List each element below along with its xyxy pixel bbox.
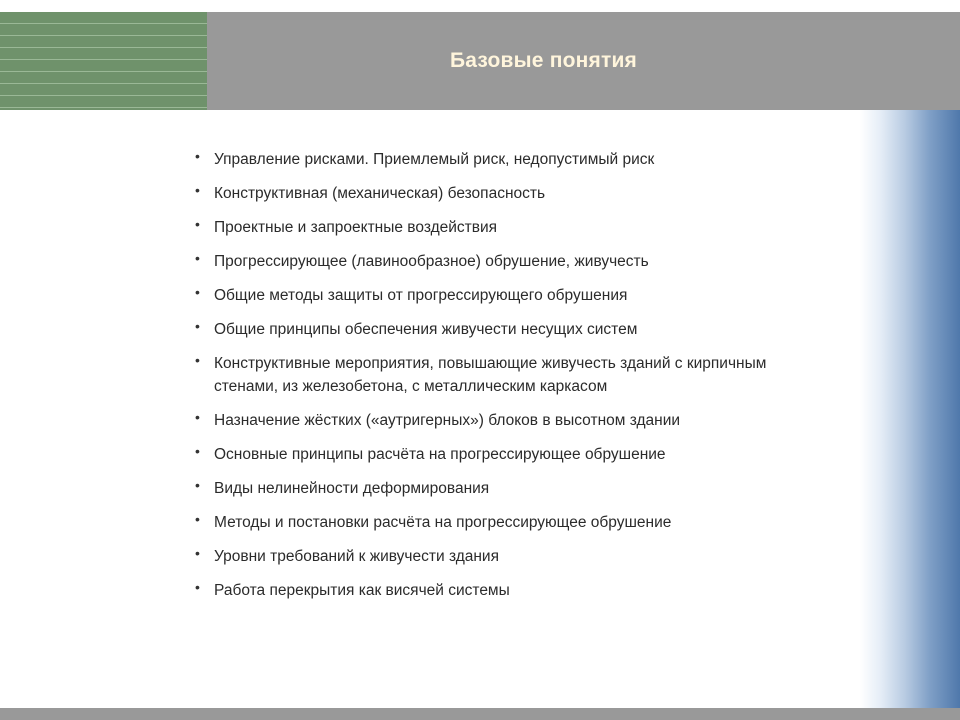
bullet-icon: • xyxy=(195,579,200,595)
list-item xyxy=(193,216,833,239)
bullet-icon: • xyxy=(195,511,200,527)
list-item xyxy=(193,284,833,307)
bullet-icon: • xyxy=(195,477,200,493)
bullet-icon: • xyxy=(195,443,200,459)
bullet-icon: • xyxy=(195,352,200,368)
list-item-text: Виды нелинейности деформирования xyxy=(214,480,490,497)
list-item xyxy=(193,148,833,171)
list-item-text: Управление рисками. Приемлемый риск, недопустимый риск xyxy=(214,151,655,168)
bullet-icon: • xyxy=(195,545,200,561)
list-item xyxy=(193,250,833,273)
bullet-icon: • xyxy=(195,409,200,425)
list-item xyxy=(193,182,833,205)
list-item xyxy=(193,409,833,432)
list-item-text: Основные принципы расчёта на прогрессирующее обрушение xyxy=(214,446,666,463)
list-item-text: Методы и постановки расчёта на прогрессирующее обрушение xyxy=(214,514,672,531)
list-item-text: Работа перекрытия как висячей системы xyxy=(214,582,510,599)
green-striped-block xyxy=(0,12,207,110)
list-item xyxy=(193,318,833,341)
list-item xyxy=(193,352,833,398)
bullet-list xyxy=(193,148,833,602)
bullet-icon: • xyxy=(195,148,200,164)
list-item xyxy=(193,545,833,568)
list-item-text: Уровни требований к живучести здания xyxy=(214,548,499,565)
bullet-icon: • xyxy=(195,250,200,266)
footer-bar xyxy=(0,708,960,720)
slide-content xyxy=(193,148,833,613)
bullet-icon: • xyxy=(195,284,200,300)
bullet-icon: • xyxy=(195,182,200,198)
top-strip xyxy=(0,0,960,12)
slide-title: Базовые понятия xyxy=(449,49,638,72)
list-item xyxy=(193,443,833,466)
list-item-text: Проектные и запроектные воздействия xyxy=(214,219,498,236)
list-item-text: Общие принципы обеспечения живучести несущих систем xyxy=(214,321,638,338)
list-item xyxy=(193,579,833,602)
bullet-icon: • xyxy=(195,318,200,334)
list-item-text: Прогрессирующее (лавинообразное) обрушение, живучесть xyxy=(214,253,649,270)
list-item-text: Конструктивная (механическая) безопасность xyxy=(214,185,546,202)
list-item-text: Конструктивные мероприятия, повышающие живучесть зданий с кирпичным стенами, из железобетона, с металлическим каркасом xyxy=(214,355,767,395)
bullet-icon: • xyxy=(195,216,200,232)
list-item xyxy=(193,477,833,500)
list-item xyxy=(193,511,833,534)
list-item-text: Назначение жёстких («аутригерных») блоков в высотном здании xyxy=(214,412,681,429)
list-item-text: Общие методы защиты от прогрессирующего обрушения xyxy=(214,287,628,304)
